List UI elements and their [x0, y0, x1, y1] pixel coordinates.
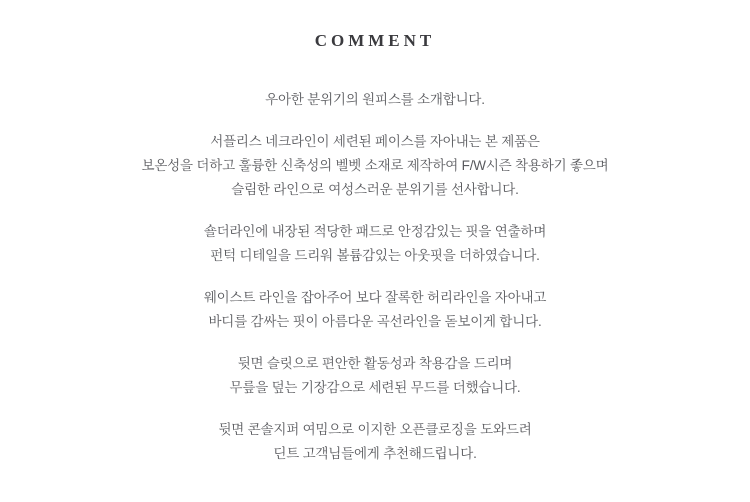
comment-body	[0, 88, 750, 466]
paragraph-line: 뒷면 슬릿으로 편안한 활동성과 착용감을 드리며	[237, 356, 513, 371]
paragraph-line: 바디를 감싸는 핏이 아름다운 곡선라인을 돋보이게 합니다.	[208, 314, 542, 329]
paragraph	[0, 88, 750, 112]
comment-title: COMMENT	[314, 31, 436, 50]
paragraph-line: 보온성을 더하고 훌륭한 신축성의 벨벳 소재로 제작하여 F/W시즌 착용하기 좋으며	[141, 158, 609, 173]
paragraph	[0, 418, 750, 466]
paragraph-line: 펀턱 디테일을 드리워 볼륨감있는 아웃핏을 더하였습니다.	[210, 248, 540, 263]
paragraph	[0, 286, 750, 334]
paragraph-line: 숄더라인에 내장된 적당한 패드로 안정감있는 핏을 연출하며	[203, 224, 547, 239]
paragraph-line: 서플리스 네크라인이 세련된 페이스를 자아내는 본 제품은	[210, 134, 540, 149]
paragraph	[0, 220, 750, 268]
paragraph	[0, 130, 750, 202]
paragraph-line: 우아한 분위기의 원피스를 소개합니다.	[265, 92, 485, 107]
paragraph-line: 딘트 고객님들에게 추천해드립니다.	[273, 446, 477, 461]
paragraph-line: 무릎을 덮는 기장감으로 세련된 무드를 더했습니다.	[229, 380, 521, 395]
paragraph-line: 뒷면 콘솔지퍼 여밈으로 이지한 오픈클로징을 도와드려	[218, 422, 532, 437]
paragraph-line: 웨이스트 라인을 잡아주어 보다 잘록한 허리라인을 자아내고	[203, 290, 547, 305]
paragraph-line: 슬림한 라인으로 여성스러운 분위기를 선사합니다.	[231, 182, 519, 197]
paragraph	[0, 352, 750, 400]
